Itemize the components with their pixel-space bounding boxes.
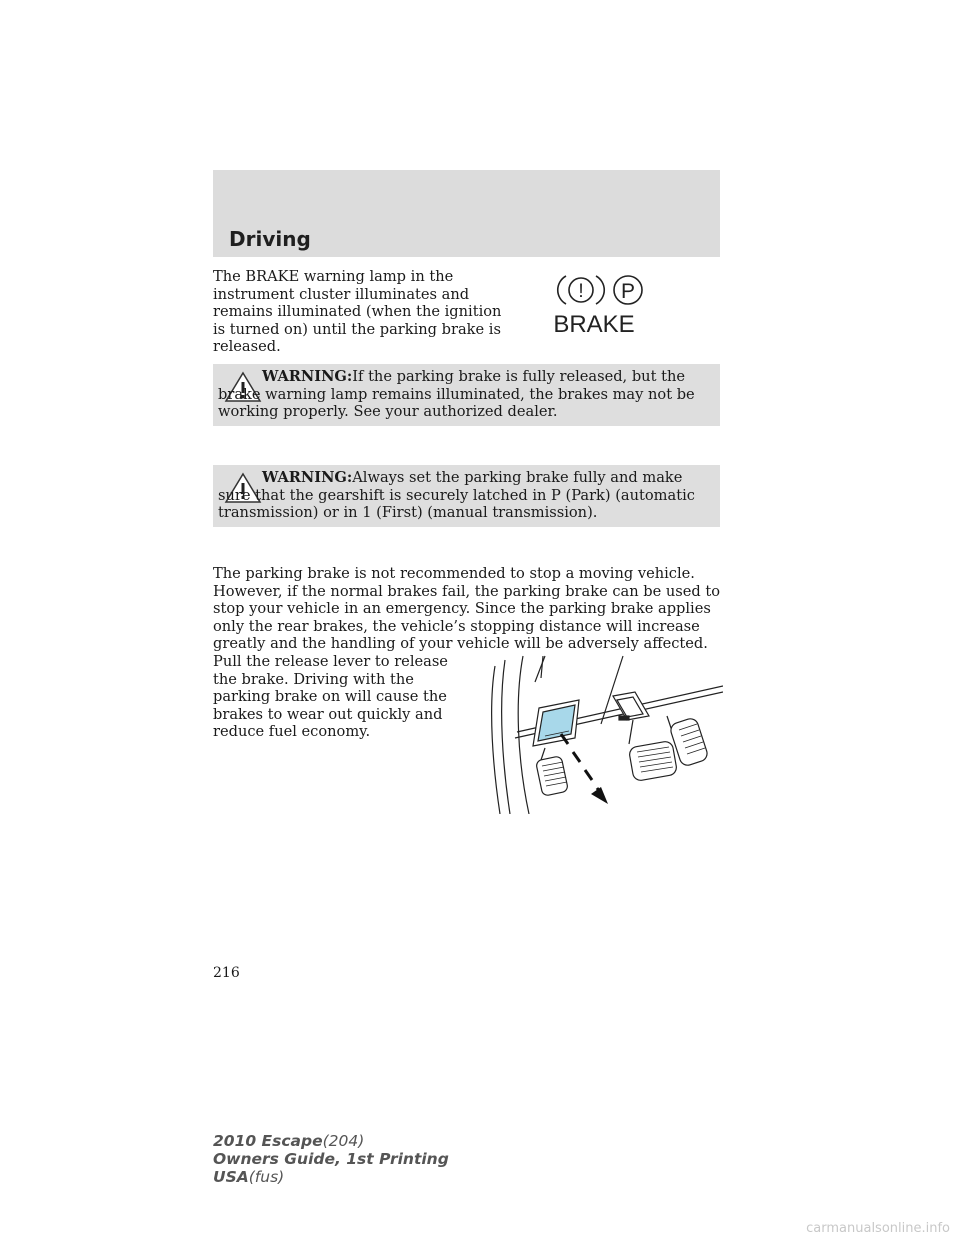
footer-model: 2010 Escape xyxy=(213,1132,323,1150)
document-footer xyxy=(213,1132,449,1186)
intro-paragraph: The BRAKE warning lamp in the instrument cluster illuminates and remains illuminated (when the ignition is turned on) until the parking brake is released. xyxy=(213,268,502,355)
parking-brake-paragraph: The parking brake is not recommended to stop a moving vehicle. However, if the normal brakes fail, the parking brake can be used to stop your vehicle in an emergency. Since the parking brake applies only the rear brakes, the vehicle’s stopping distance will increase greatly and the handling of your vehicle will be adversely affected. xyxy=(213,565,721,652)
warning-box-1 xyxy=(213,364,720,426)
brake-lamp-label: BRAKE xyxy=(553,311,635,338)
footer-guide: Owners Guide, 1st Printing xyxy=(213,1150,449,1168)
parking-brake-release-illustration xyxy=(483,648,723,814)
footer-region: USA xyxy=(213,1168,249,1186)
warning-text: If the parking brake is fully released, but the brake warning lamp remains illuminated, the brakes may not be working properly. See your authorized dealer. xyxy=(218,368,695,420)
warning-label: WARNING: xyxy=(262,469,353,486)
page-number: 216 xyxy=(213,965,240,981)
section-header-band xyxy=(213,170,720,257)
watermark: carmanualsonline.info xyxy=(806,1221,950,1236)
warning-label: WARNING: xyxy=(262,368,353,385)
warning-box-2 xyxy=(213,465,720,527)
brake-lamp-park: P xyxy=(620,280,636,303)
footer-region-code: (fus) xyxy=(248,1168,285,1186)
release-lever-paragraph: Pull the release lever to release the brake. Driving with the parking brake on will cause the brakes to wear out quickly and reduce fuel economy. xyxy=(213,653,448,740)
brake-lamp-exclaim: ! xyxy=(578,281,584,302)
warning-text: Always set the parking brake fully and make sure that the gearshift is securely latched in P (Park) (automatic transmission) or in 1 (First) (manual transmission). xyxy=(218,469,695,521)
brake-warning-lamp-icon xyxy=(524,270,664,338)
section-title: Driving xyxy=(229,227,311,251)
footer-model-code: (204) xyxy=(322,1132,365,1150)
